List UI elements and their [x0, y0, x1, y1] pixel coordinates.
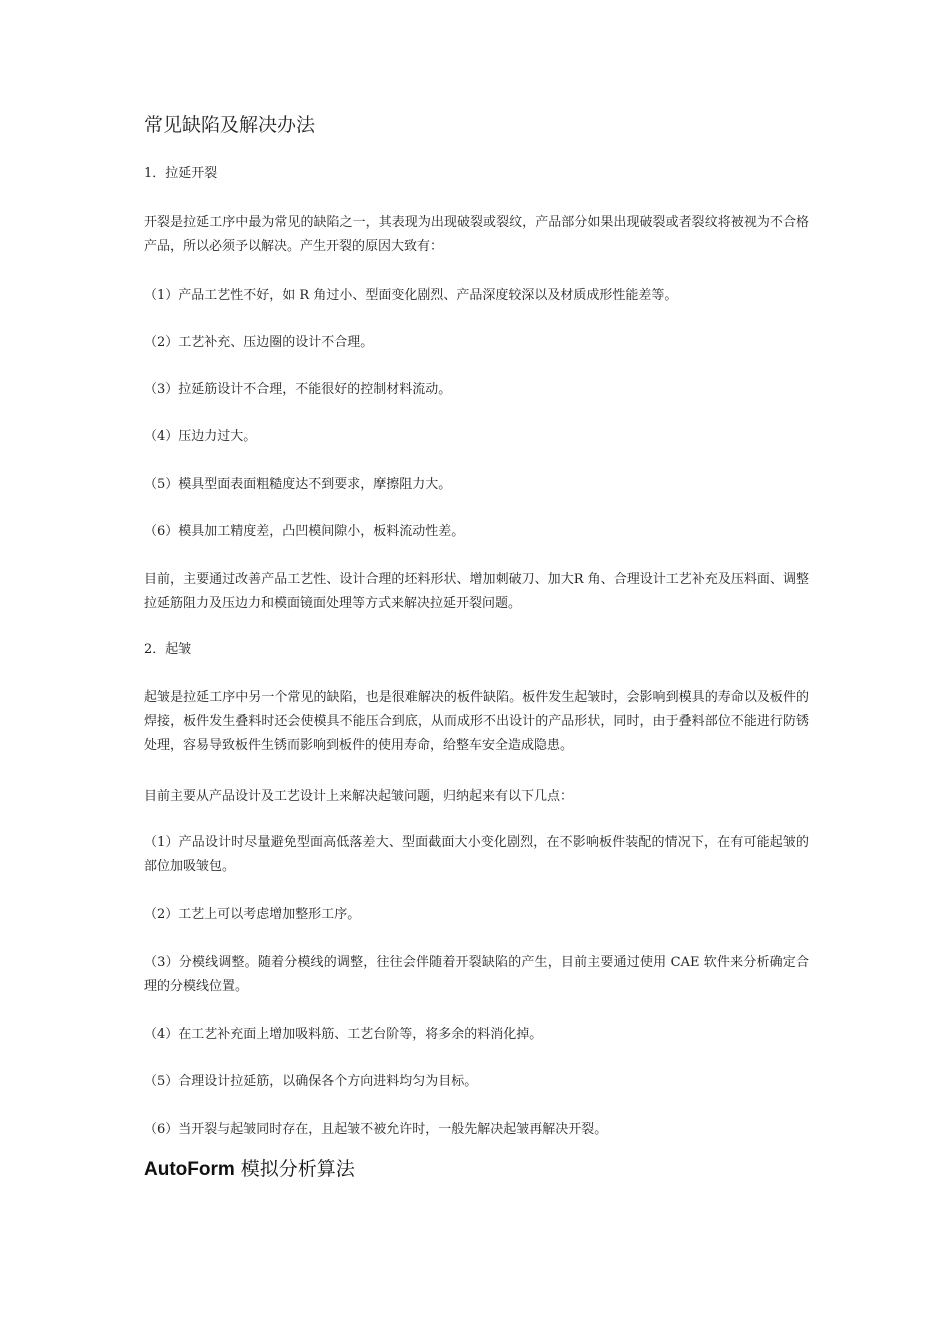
cracking-cause-5: （5）模具型面表面粗糙度达不到要求，摩擦阻力大。: [144, 477, 452, 492]
wrinkling-measure-1: （1）产品设计时尽量避免型面高低落差大、型面截面大小变化剧烈，在不影响板件装配的情况下，在有可能起皱的部位加吸皱包。: [144, 835, 809, 874]
cracking-cause-2: （2）工艺补充、压边圈的设计不合理。: [144, 335, 374, 350]
cracking-cause-3: （3）拉延筋设计不合理，不能很好的控制材料流动。: [144, 382, 452, 397]
page-title: 常见缺陷及解决办法: [144, 114, 316, 136]
next-heading-cjk: 模拟分析算法: [234, 1158, 355, 1180]
cracking-summary-paragraph: 目前，主要通过改善产品工艺性、设计合理的坯料形状、增加刺破刀、加大R 角、合理设计工艺补充及压料面、调整拉延筋阻力及压边力和模面镜面处理等方式来解决拉延开裂问题。: [144, 572, 809, 611]
wrinkling-measure-6: （6）当开裂与起皱同时存在，且起皱不被允许时，一般先解决起皱再解决开裂。: [144, 1122, 608, 1137]
next-heading-latin: AutoForm: [144, 1159, 235, 1180]
cracking-cause-4: （4）压边力过大。: [144, 429, 257, 444]
wrinkling-measure-2: （2）工艺上可以考虑增加整形工序。: [144, 907, 361, 922]
cracking-cause-1: （1）产品工艺性不好，如 R 角过小、型面变化剧烈、产品深度较深以及材质成形性能差等。: [144, 288, 678, 303]
wrinkling-lead-paragraph: 目前主要从产品设计及工艺设计上来解决起皱问题，归纳起来有以下几点：: [144, 789, 574, 804]
cracking-cause-6: （6）模具加工精度差，凸凹模间隙小，板料流动性差。: [144, 524, 465, 539]
wrinkling-measure-3: （3）分模线调整。随着分模线的调整，往往会伴随着开裂缺陷的产生，目前主要通过使用 CAE 软件来分析确定合理的分模线位置。: [144, 955, 809, 994]
cracking-intro-paragraph: 开裂是拉延工序中最为常见的缺陷之一，其表现为出现破裂或裂纹，产品部分如果出现破裂或者裂纹将被视为不合格产品，所以必须予以解决。产生开裂的原因大致有：: [144, 215, 809, 254]
section-heading-wrinkling: 2．起皱: [144, 642, 192, 657]
wrinkling-measure-4: （4）在工艺补充面上增加吸料筋、工艺台阶等，将多余的料消化掉。: [144, 1027, 543, 1042]
section-heading-cracking: 1．拉延开裂: [144, 166, 218, 181]
wrinkling-measure-5: （5）合理设计拉延筋，以确保各个方向进料均匀为目标。: [144, 1074, 478, 1089]
next-section-heading: [144, 1155, 355, 1184]
wrinkling-intro-paragraph: 起皱是拉延工序中另一个常见的缺陷，也是很难解决的板件缺陷。板件发生起皱时，会影响到模具的寿命以及板件的焊接，板件发生叠料时还会使模具不能压合到底，从而成形不出设计的产品形状，同时，由于叠料部位不能进行防锈处理，容易导致板件生锈而影响到板件的使用寿命，给整车安全造成隐患。: [144, 690, 809, 753]
